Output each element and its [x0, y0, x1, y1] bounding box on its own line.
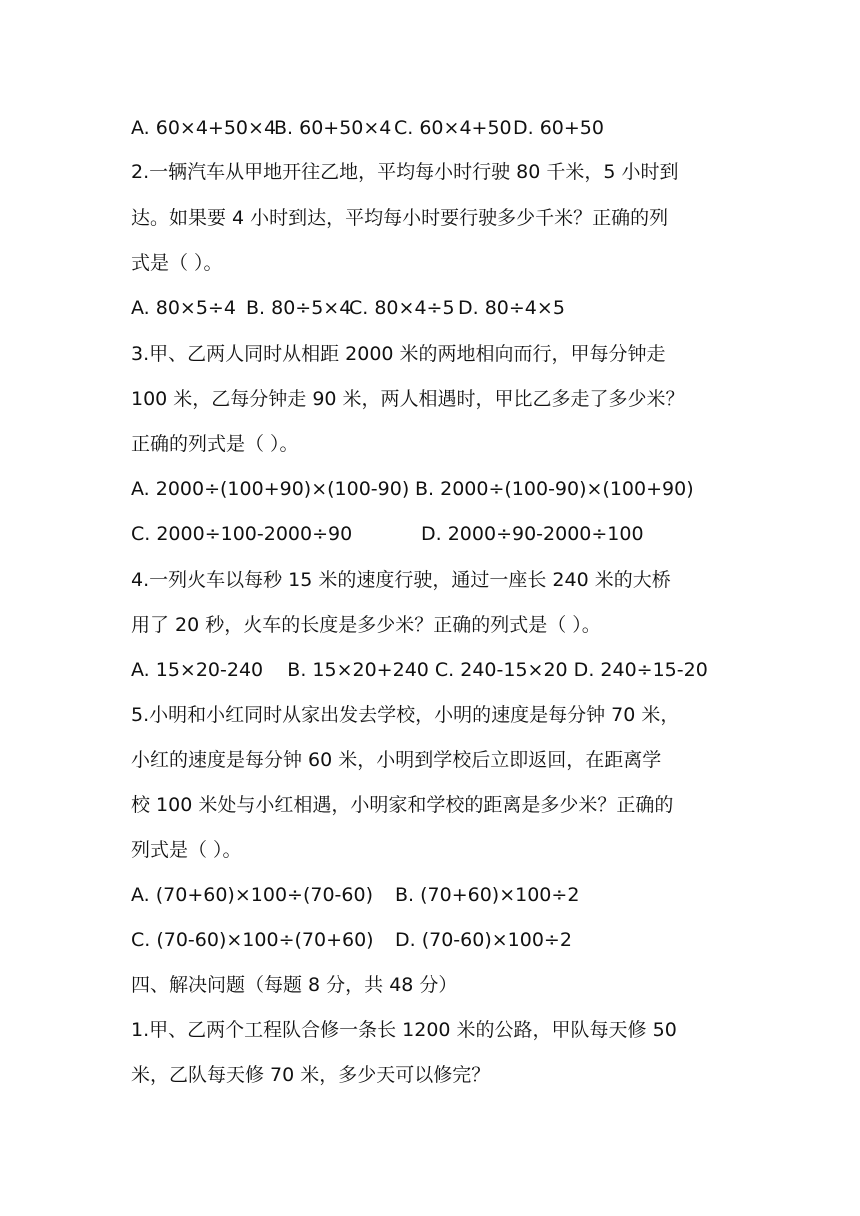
q5-text-line-4: 列式是（ ）。	[131, 839, 242, 861]
q5-option-c: C. (70-60)×100÷(70+60)	[131, 929, 374, 951]
q3-text-line-1: 3.甲、乙两人同时从相距 2000 米的两地相向而行，甲每分钟走	[131, 343, 666, 365]
q5-text-line-1: 5.小明和小红同时从家出发去学校，小明的速度是每分钟 70 米，	[131, 704, 680, 726]
q5-option-d: D. (70-60)×100÷2	[395, 929, 572, 951]
q3-text-line-3: 正确的列式是（ ）。	[131, 433, 299, 455]
q1-option-b: B. 60+50×4	[274, 117, 392, 139]
q4-text-line-2: 用了 20 秒，火车的长度是多少米？正确的列式是（ ）。	[131, 614, 601, 636]
problem-1-line-1: 1.甲、乙两个工程队合修一条长 1200 米的公路，甲队每天修 50	[131, 1019, 677, 1041]
q1-option-a: A. 60×4+50×4	[131, 117, 277, 139]
problem-1-line-2: 米，乙队每天修 70 米，多少天可以修完？	[131, 1064, 491, 1086]
q2-text-line-2: 达。如果要 4 小时到达，平均每小时要行驶多少千米？正确的列	[131, 207, 669, 229]
q5-text-line-3: 校 100 米处与小红相遇，小明家和学校的距离是多少米？正确的	[131, 794, 674, 816]
section-4-title: 四、解决问题（每题 8 分，共 48 分）	[131, 974, 458, 996]
q3-text-line-2: 100 米，乙每分钟走 90 米，两人相遇时，甲比乙多走了多少米？	[131, 388, 685, 410]
q3-option-b: B. 2000÷(100-90)×(100+90)	[415, 478, 694, 500]
q5-option-a: A. (70+60)×100÷(70-60)	[131, 884, 373, 906]
q2-option-a: A. 80×5÷4	[131, 297, 236, 319]
q2-text-line-1: 2.一辆汽车从甲地开往乙地，平均每小时行驶 80 千米，5 小时到	[131, 161, 679, 183]
q4-text-line-1: 4.一列火车以每秒 15 米的速度行驶，通过一座长 240 米的大桥	[131, 569, 671, 591]
q5-option-b: B. (70+60)×100÷2	[395, 884, 580, 906]
q2-option-c: C. 80×4÷5	[349, 297, 455, 319]
q2-text-line-3: 式是（ ）。	[131, 252, 223, 274]
q1-option-c: C. 60×4+50	[394, 117, 512, 139]
q5-text-line-2: 小红的速度是每分钟 60 米，小明到学校后立即返回，在距离学	[131, 749, 662, 771]
q3-option-a: A. 2000÷(100+90)×(100-90)	[131, 478, 410, 500]
q3-option-c: C. 2000÷100-2000÷90	[131, 523, 353, 545]
q3-option-d: D. 2000÷90-2000÷100	[421, 523, 644, 545]
q2-option-b: B. 80÷5×4	[246, 297, 352, 319]
q2-option-d: D. 80÷4×5	[458, 297, 565, 319]
q4-options: A. 15×20-240 B. 15×20+240 C. 240-15×20 D. 240÷15-20	[131, 659, 708, 681]
q1-option-d: D. 60+50	[513, 117, 604, 139]
